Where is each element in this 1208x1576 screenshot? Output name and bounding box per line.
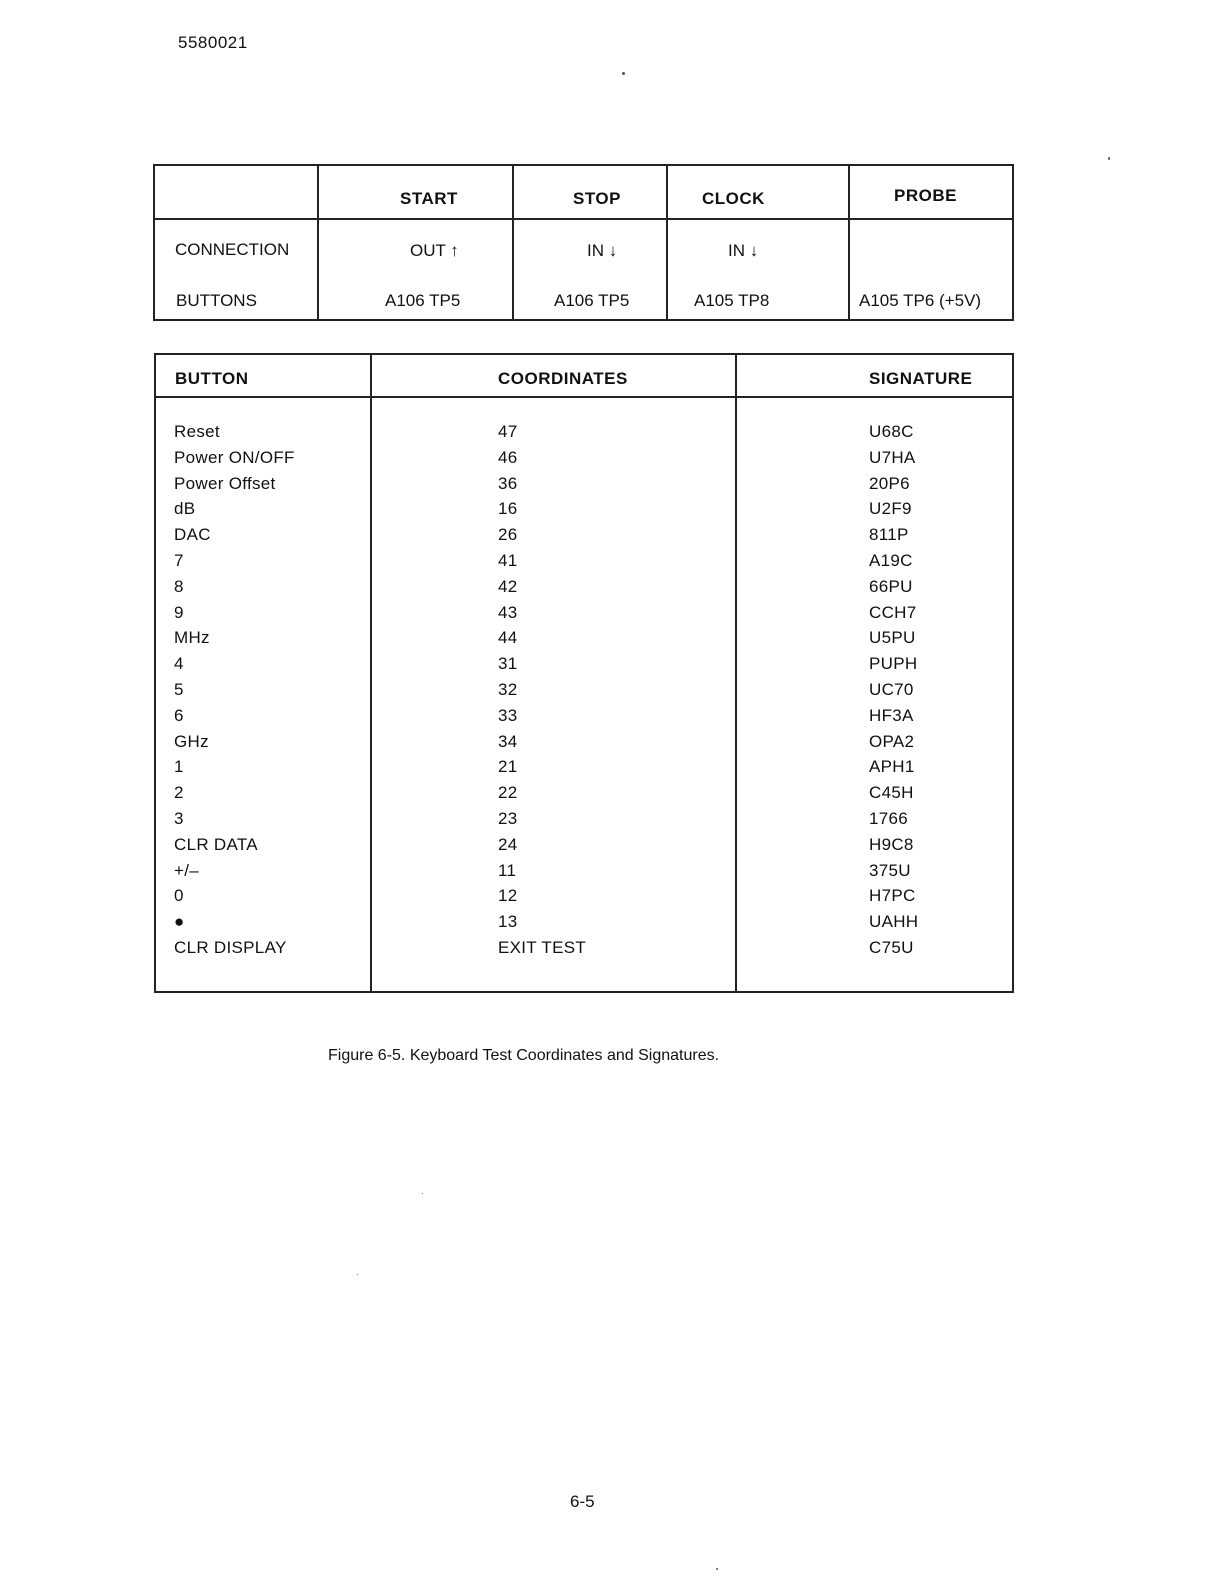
button-name: 2 — [174, 783, 184, 803]
signature-value: PUPH — [869, 654, 918, 674]
coordinate-value: 11 — [498, 860, 517, 880]
coordinate-value: 12 — [498, 886, 518, 906]
signature-value: U7HA — [869, 447, 916, 467]
signature-value: U2F9 — [869, 499, 912, 519]
button-name: 1 — [174, 757, 184, 777]
signature-value: U68C — [869, 422, 914, 441]
button-name: 7 — [174, 550, 184, 570]
column-divider — [666, 166, 668, 319]
connection-start: OUT ↑ — [410, 241, 459, 260]
signature-value: U5PU — [869, 628, 916, 648]
buttons-clock: A105 TP8 — [694, 291, 770, 310]
column-divider — [848, 166, 850, 319]
signature-value: CCH7 — [869, 602, 917, 622]
scan-speck — [1108, 157, 1110, 160]
signature-value: APH1 — [869, 757, 915, 777]
buttons-probe: A105 TP6 (+5V) — [859, 291, 982, 310]
coordinates-column — [498, 419, 586, 961]
button-name: MHz — [174, 628, 210, 648]
signature-value: UAHH — [869, 912, 919, 932]
button-coordinates-table — [154, 353, 1014, 993]
coordinate-value: 26 — [498, 525, 518, 545]
coordinate-value: 43 — [498, 602, 518, 622]
coordinate-value: 42 — [498, 576, 518, 596]
button-name: 4 — [174, 654, 184, 674]
column-divider — [317, 166, 319, 319]
figure-caption: Figure 6-5. Keyboard Test Coordinates and Signatures. — [328, 1047, 720, 1064]
header-probe: PROBE — [894, 186, 957, 205]
button-name: CLR DISPLAY — [174, 937, 287, 957]
coordinate-value: 33 — [498, 705, 518, 725]
signature-value: 811P — [869, 525, 909, 545]
signature-value: H7PC — [869, 886, 916, 906]
header-signature: SIGNATURE — [869, 369, 973, 388]
signature-value: 20P6 — [869, 473, 910, 493]
header-divider — [156, 396, 1012, 398]
coordinate-value: 22 — [498, 783, 518, 803]
scan-speck — [716, 1568, 718, 1570]
coordinate-value: 41 — [498, 550, 518, 570]
scan-speck — [357, 1274, 358, 1275]
coordinate-value: 31 — [498, 654, 518, 674]
connection-table — [153, 164, 1014, 321]
buttons-stop: A106 TP5 — [554, 291, 630, 310]
column-divider — [735, 355, 737, 991]
header-clock: CLOCK — [702, 189, 765, 208]
column-divider — [370, 355, 372, 991]
signature-value: H9C8 — [869, 834, 914, 854]
coordinate-value: 36 — [498, 473, 518, 493]
signature-column — [869, 419, 918, 961]
coordinate-value: 34 — [498, 731, 518, 751]
row-label-buttons: BUTTONS — [176, 291, 257, 310]
connection-stop: IN ↓ — [587, 241, 618, 260]
coordinate-value: 32 — [498, 679, 518, 699]
button-name: DAC — [174, 525, 211, 545]
button-name: 0 — [174, 886, 184, 906]
header-button: BUTTON — [175, 369, 249, 388]
button-name: 3 — [174, 808, 184, 828]
page-number: 6-5 — [570, 1492, 595, 1511]
button-name: +/– — [174, 860, 200, 880]
signature-value: 66PU — [869, 576, 913, 596]
button-name: CLR DATA — [174, 834, 258, 854]
scan-speck — [422, 1193, 423, 1194]
coordinate-value: 24 — [498, 834, 518, 854]
connection-clock: IN ↓ — [728, 241, 759, 260]
button-name: GHz — [174, 731, 209, 751]
coordinate-value: 46 — [498, 447, 518, 467]
coordinate-value: 16 — [498, 499, 518, 519]
button-name: Power Offset — [174, 473, 276, 493]
signature-value: HF3A — [869, 705, 914, 725]
coordinate-value: 13 — [498, 912, 518, 932]
signature-value: A19C — [869, 550, 913, 570]
row-label-connection: CONNECTION — [175, 240, 290, 259]
button-name: ● — [174, 912, 185, 932]
signature-value: 1766 — [869, 808, 909, 828]
scan-speck — [622, 72, 625, 75]
column-divider — [512, 166, 514, 319]
header-divider — [155, 218, 1012, 220]
coordinate-value: EXIT TEST — [498, 937, 587, 957]
document-number: 5580021 — [178, 33, 248, 52]
signature-value: UC70 — [869, 679, 914, 699]
button-name: 5 — [174, 679, 184, 699]
button-name: dB — [174, 499, 196, 519]
coordinate-value: 23 — [498, 808, 518, 828]
button-name: 6 — [174, 705, 184, 725]
coordinate-value: 47 — [498, 422, 518, 441]
coordinate-value: 44 — [498, 628, 518, 648]
signature-value: 375U — [869, 860, 911, 880]
button-name: 8 — [174, 576, 184, 596]
button-name: Reset — [174, 422, 220, 441]
header-start: START — [400, 189, 458, 208]
header-stop: STOP — [573, 189, 621, 208]
button-name-column — [174, 419, 295, 961]
buttons-start: A106 TP5 — [385, 291, 461, 310]
button-name: 9 — [174, 602, 184, 622]
header-coordinates: COORDINATES — [498, 369, 628, 388]
coordinate-value: 21 — [498, 757, 518, 777]
signature-value: OPA2 — [869, 731, 915, 751]
signature-value: C75U — [869, 937, 914, 957]
signature-value: C45H — [869, 783, 914, 803]
button-name: Power ON/OFF — [174, 447, 295, 467]
